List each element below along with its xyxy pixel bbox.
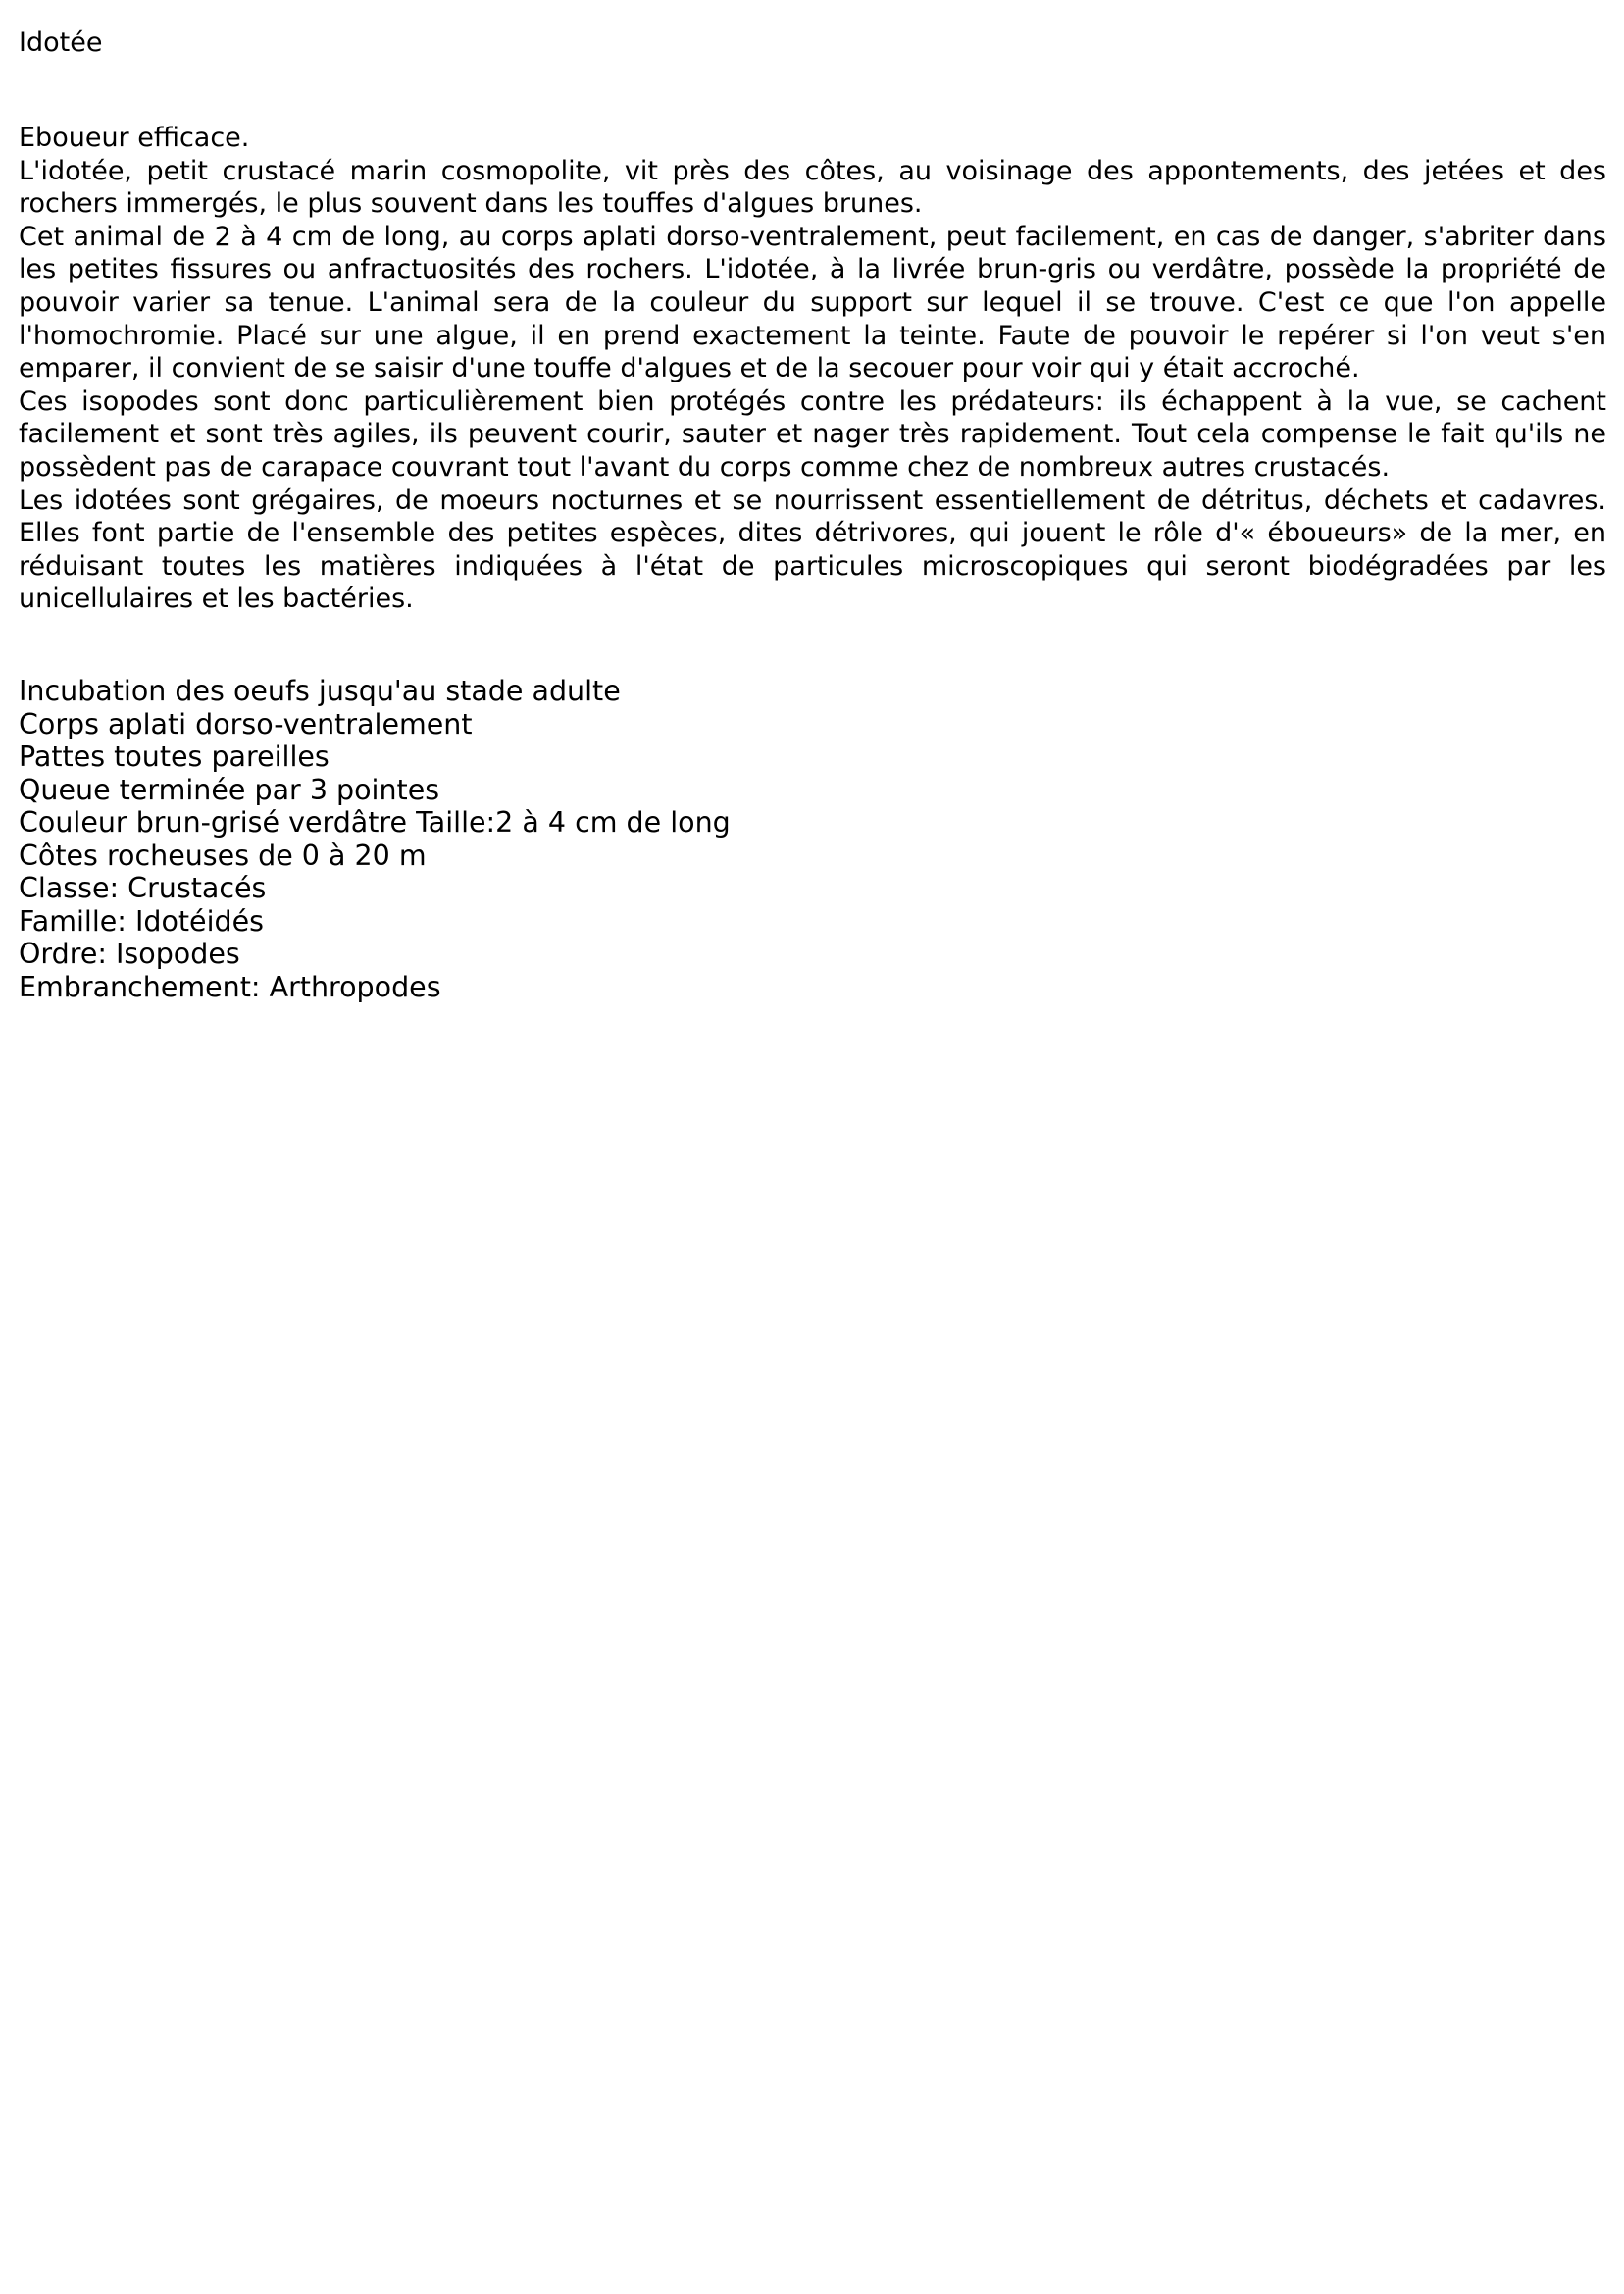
- fact-order: Ordre: Isopodes: [19, 938, 240, 970]
- species-facts-list: [19, 675, 1606, 1003]
- article-subtitle: Eboueur efficace.: [19, 123, 250, 153]
- article-body: [19, 122, 1606, 616]
- fact-habitat-depth: Côtes rocheuses de 0 à 20 m: [19, 839, 427, 872]
- page-title: Idotée: [19, 27, 103, 58]
- article-paragraph-homochromie: Cet animal de 2 à 4 cm de long, au corps aplati dorso-ventralement, peut facilement, en cas de danger, s'abriter dans les petites fissures ou anfractuosités des rochers. L'idotée, à la livrée brun-gris ou verdâtre, possède la propriété de pouvoir varier sa tenue. L'animal sera de la couleur du support sur lequel il se trouve. C'est ce que l'on appelle l'homochromie. Placé sur une algue, il en prend exactement la teinte. Faute de pouvoir le repérer si l'on veut s'en emparer, il convient de se saisir d'une touffe d'algues et de la secouer pour voir qui y était accroché.: [19, 221, 1606, 384]
- fact-class: Classe: Crustacés: [19, 872, 267, 904]
- article-paragraph-habitat: L'idotée, petit crustacé marin cosmopolite, vit près des côtes, au voisinage des appontements, des jetées et des rochers immergés, le plus souvent dans les touffes d'algues brunes.: [19, 155, 1606, 220]
- article-paragraph-protection: Ces isopodes sont donc particulièrement bien protégés contre les prédateurs: ils échappent à la vue, se cachent facilement et sont très agiles, ils peuvent courir, sauter et nager très rapidement. Tout cela compense le fait qu'ils ne possèdent pas de carapace couvrant tout l'avant du corps comme chez de nombreux autres crustacés.: [19, 385, 1606, 483]
- article-paragraph-diet: Les idotées sont grégaires, de moeurs nocturnes et se nourrissent essentiellement de détritus, déchets et cadavres. Elles font partie de l'ensemble des petites espèces, dites détrivores, qui jouent le rôle d'« éboueurs» de la mer, en réduisant toutes les matières indiquées à l'état de particules microscopiques qui seront biodégradées par les unicellulaires et les bactéries.: [19, 484, 1606, 615]
- fact-body: Corps aplati dorso-ventralement: [19, 707, 473, 740]
- fact-family: Famille: Idotéidés: [19, 904, 264, 938]
- fact-legs: Pattes toutes pareilles: [19, 740, 330, 773]
- fact-incubation: Incubation des oeufs jusqu'au stade adulte: [19, 675, 621, 707]
- fact-tail: Queue terminée par 3 pointes: [19, 773, 440, 806]
- fact-color-size: Couleur brun-grisé verdâtre Taille:2 à 4 cm de long: [19, 806, 731, 839]
- fact-phylum: Embranchement: Arthropodes: [19, 970, 441, 1003]
